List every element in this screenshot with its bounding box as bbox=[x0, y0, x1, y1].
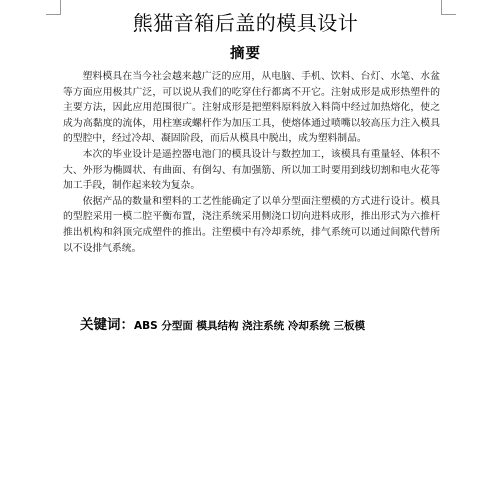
keywords-list: ABS 分型面 模具结构 浇注系统 冷却系统 三板模 bbox=[134, 320, 365, 332]
keywords-label: 关键词： bbox=[80, 317, 134, 333]
abstract-paragraph: 本次的毕业设计是遥控器电池门的模具设计与数控加工，该模具有重量轻、体积不大、外形为椭圆状、有曲面、有倒勾、有加强筋、所以加工时要用到线切割和电火花等加工手段，制作起来较为复杂。 bbox=[63, 148, 440, 192]
abstract-heading: 摘要 bbox=[230, 46, 261, 62]
document-title: 熊猫音箱后盖的模具设计 bbox=[132, 11, 359, 35]
keywords-line bbox=[80, 316, 440, 335]
abstract-paragraph: 依据产品的数量和塑料的工艺性能确定了以单分型面注塑模的方式进行设计。模具的型腔采用一模二腔平衡布置，浇注系统采用侧浇口切向进料成形，推出形式为六推杆推出机构和斜顶完成塑件的推出。注塑模中有冷却系统，排气系统可以通过间隙代替所以不设排气系统。 bbox=[63, 195, 440, 254]
abstract-body bbox=[63, 69, 440, 256]
abstract-paragraph: 塑料模具在当今社会越来越广泛的应用，从电脑、手机、饮料、台灯、水笔、水盆等方面应用极其广泛，可以说从我们的吃穿住行都离不开它。注射成形是成形热塑件的主要方法，因此应用范围很广。注射成形是把塑料原料放入料筒中经过加热熔化，使之成为高黏度的流体，用柱塞或螺杆作为加压工具，使熔体通过喷嘴以较高压力注入模具的型腔中，经过冷却、凝固阶段，而后从模具中脱出，成为塑料制品。 bbox=[63, 71, 440, 145]
